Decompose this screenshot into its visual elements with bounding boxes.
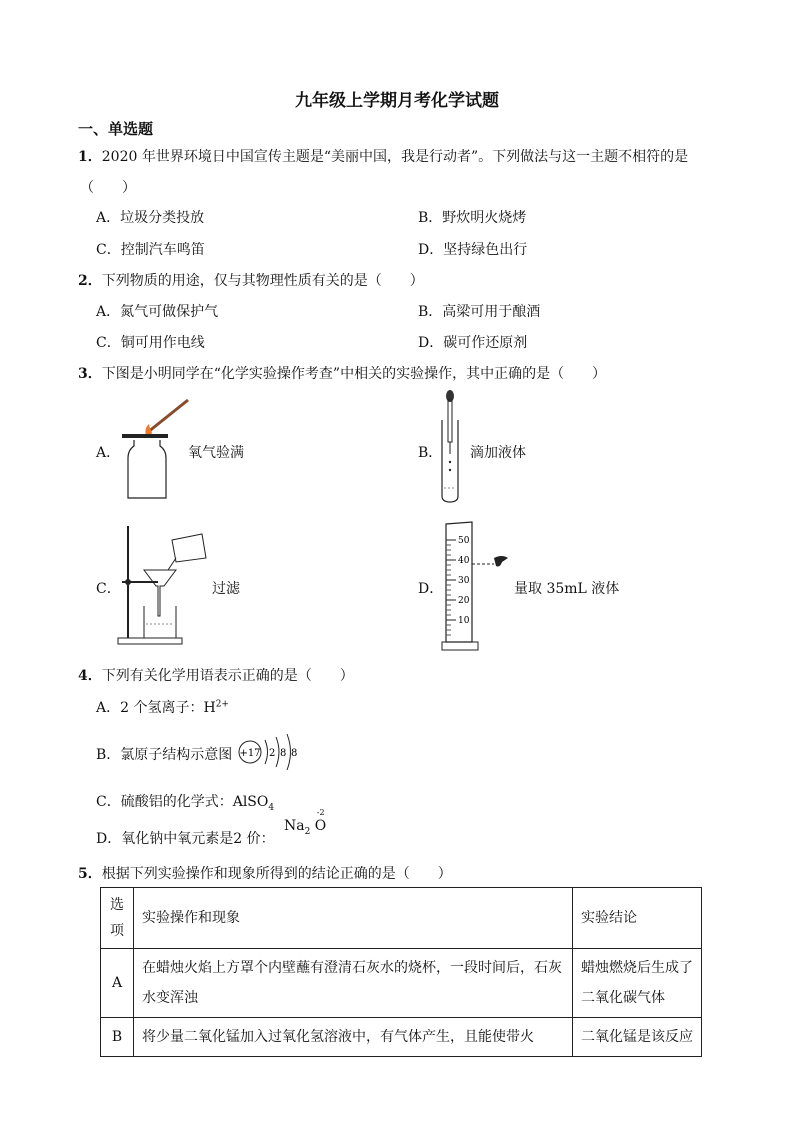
scale-label: 10 (458, 616, 470, 626)
formula-na: Na (284, 818, 305, 834)
scale-label: 40 (458, 556, 470, 566)
option-c-text: 过滤 (212, 581, 240, 597)
question-text: 根据下列实验操作和现象所得到的结论正确的是（ ） (101, 866, 452, 882)
filtration-illustration (116, 522, 216, 648)
option-c (96, 791, 274, 813)
scale-label: 30 (458, 576, 470, 586)
option-b-text: 滴加液体 (470, 445, 526, 461)
table-row (101, 949, 702, 1018)
question-1 (78, 146, 688, 166)
question-2 (78, 270, 424, 290)
question-number: 5． (78, 866, 102, 882)
question-5 (78, 863, 452, 883)
header-operation: 实验操作和现象 (134, 888, 573, 949)
row-conclusion: 蜡烛燃烧后生成了二氧化碳气体 (573, 949, 702, 1018)
option-b-text: B．氯原子结构示意图 (96, 747, 233, 763)
experiment-table (100, 887, 702, 1057)
atom-structure-diagram (236, 734, 300, 772)
question-number: 3． (78, 366, 102, 382)
formula-o: O (314, 818, 327, 834)
header-option: 选项 (101, 888, 134, 949)
formula-subscript: 4 (268, 802, 275, 813)
option-b: B．高梁可用于酿酒 (418, 304, 541, 320)
section-heading: 一、单选题 (78, 120, 154, 138)
option-d-label: D． (418, 581, 444, 597)
option-b-label: B． (418, 445, 443, 461)
shell-1-electrons: 2 (269, 748, 276, 759)
option-d-text: 量取 35mL 液体 (514, 581, 620, 597)
question-number: 1． (78, 149, 102, 165)
option-a-text: A．2 个氢离子：H (96, 700, 216, 716)
scale-label: 20 (458, 596, 470, 606)
option-b: B．野炊明火烧烤 (418, 210, 527, 226)
nucleus-charge: +17 (239, 748, 261, 759)
dropper-illustration (436, 390, 466, 508)
question-4 (78, 665, 354, 685)
row-option: B (101, 1018, 134, 1057)
question-number: 2． (78, 273, 102, 289)
option-a (96, 697, 229, 717)
ion-charge: 2+ (215, 699, 229, 710)
option-d-text: D．氧化钠中氧元素是2 价： (96, 831, 275, 847)
question-text: 下列物质的用途，仅与其物理性质有关的是（ ） (101, 273, 424, 289)
question-text: 下列有关化学用语表示正确的是（ ） (101, 668, 354, 684)
option-c-label: C． (96, 581, 121, 597)
question-text: 2020 年世界环境日中国宣传主题是“美丽中国，我是行动者”。下列做法与这一主题不相符的是 (101, 149, 689, 165)
table-header-row (101, 888, 702, 949)
row-conclusion: 二氧化锰是该反应 (573, 1018, 702, 1057)
row-option: A (101, 949, 134, 1018)
option-d: D．碳可作还原剂 (418, 335, 528, 351)
header-conclusion: 实验结论 (573, 888, 702, 949)
cylinder-scale (446, 536, 470, 635)
formula-na-subscript: 2 (304, 826, 311, 837)
option-c: C．控制汽车鸣笛 (96, 242, 205, 258)
option-a: A．垃圾分类投放 (96, 210, 205, 226)
option-a: A．氮气可做保护气 (96, 304, 219, 320)
option-a-text: 氧气验满 (188, 445, 244, 461)
valence-formula (284, 808, 327, 837)
row-operation: 将少量二氧化锰加入过氧化氢溶液中，有气体产生，且能使带火 (134, 1018, 573, 1057)
scale-label: 50 (458, 536, 470, 546)
graduated-cylinder-illustration (442, 518, 522, 656)
option-d: D．坚持绿色出行 (418, 242, 528, 258)
page-title: 九年级上学期月考化学试题 (295, 91, 499, 111)
question-number: 4． (78, 668, 102, 684)
valence-charge: -2 (316, 808, 325, 817)
answer-paren: （ ） (80, 180, 136, 196)
oxygen-test-illustration (118, 398, 198, 502)
option-a-label: A． (96, 445, 121, 461)
question-text: 下图是小明同学在“化学实验操作考查”中相关的实验操作，其中正确的是（ ） (101, 366, 607, 382)
option-c-text: C．硫酸铝的化学式：AlSO (96, 794, 269, 810)
table-row (101, 1018, 702, 1057)
shell-3-electrons: 8 (291, 748, 298, 759)
option-c: C．铜可用作电线 (96, 335, 205, 351)
row-operation: 在蜡烛火焰上方罩个内壁蘸有澄清石灰水的烧杯，一段时间后，石灰水变浑浊 (134, 949, 573, 1018)
question-3 (78, 363, 606, 383)
shell-2-electrons: 8 (280, 748, 287, 759)
